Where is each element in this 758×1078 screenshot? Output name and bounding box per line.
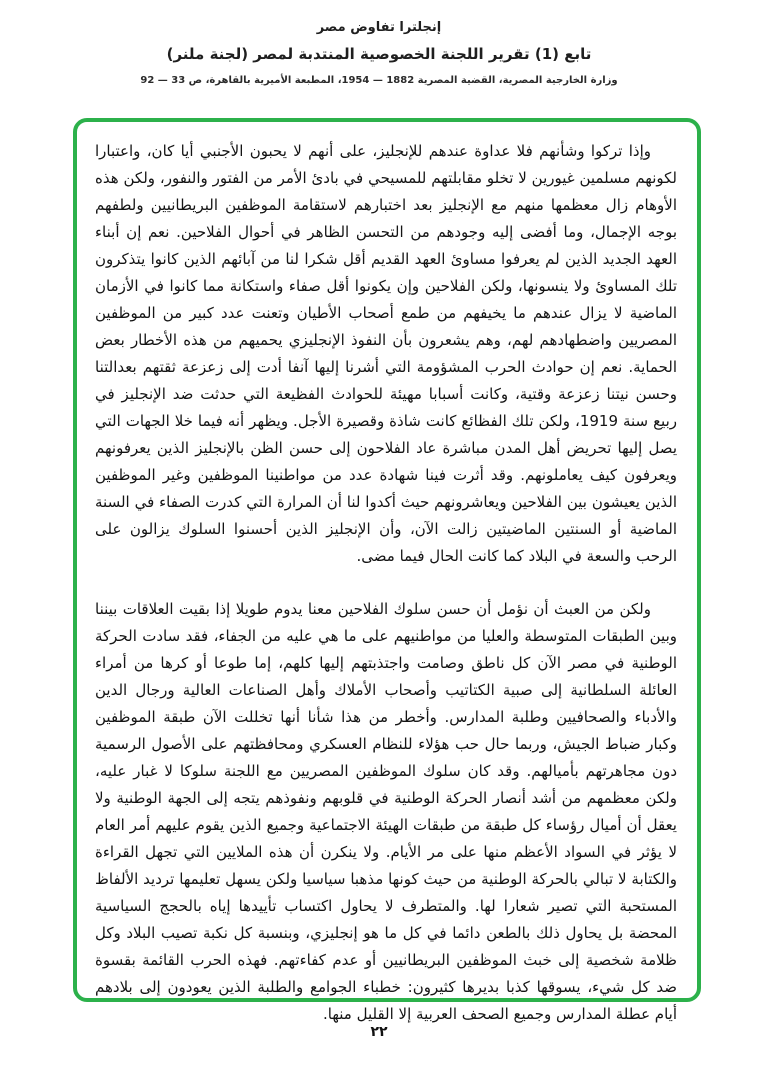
text-frame bbox=[73, 118, 701, 1023]
page-subtitle: تابع (1) تقرير اللجنة الخصوصية المنتدبة لمصر (لجنة ملنر) bbox=[166, 45, 592, 63]
body-text bbox=[95, 138, 677, 1028]
source-citation: وزارة الخارجية المصرية، القضية المصرية 1882 — 1954، المطبعة الأميرية بالقاهرة، ص 33 — 92 bbox=[140, 75, 618, 86]
document-header bbox=[0, 0, 758, 86]
body-paragraph-2: ولكن من العبث أن نؤمل أن حسن سلوك الفلاحين معنا يدوم طويلا إذا بقيت العلاقات بيننا وبين الطبقات المتوسطة والعليا من مواطنيهم على ما هي عليه من الجفاء، فقد سادت الحركة الوطنية في مصر الآن كل ناطق وصامت واجتذبتهم إليها كلهم، إما طوعا أو كرها من أمراء العائلة السلطانية إلى صبية الكتاتيب وأصحاب الأملاك وأهل الصناعات العالية ورجال الدين والأدباء والصحافيين وطلبة المدارس. وأخطر من هذا شأنا أنها تخللت الآن طبقة الموظفين وكبار ضباط الجيش، وربما حال حب هؤلاء للنظام العسكري ومحافظتهم على الأصول الرسمية دون مجاهرتهم بأميالهم. وقد كان سلوك الموظفين المصريين مع اللجنة سلوكا لا غبار عليه، ولكن معظمهم من أشد أنصار الحركة الوطنية في قلوبهم ونفوذهم يتجه إلى الجهة الوطنية ولا يعقل أن أميال رؤساء كل طبقة من طبقات الهيئة الاجتماعية وجميع الذين يقوم عليهم أمر العام لا يؤثر في السواد الأعظم منها على مر الأيام. ولا ينكرن أن هذه الملايين التي تجهل القراءة والكتابة لا تبالي بالحركة الوطنية من حيث كونها مذهبا سياسيا ولكن يسهل تعليمها ترديد الألفاظ المستحبة التي تصير شعارا لها. والمتطرف لا يحاول اكتساب تأييدها إياه بالحجج السياسية المحضة بل يحاول ذلك بالطعن دائما في كل ما هو إنجليزي، وبنسبة كل نكبة تصيب البلاد وكل ظلامة شخصية إلى خبث الموظفين البريطانيين أو عدم كفاءتهم. فهذه الحرب القائمة بقسوة ضد كل شيء، يسوقها كذبا بديرها كثيرون: خطباء الجوامع والطلبة الذين يعودون إلى بلادهم أيام عطلة المدارس وجميع الصحف العربية إلا القليل منها. bbox=[95, 600, 677, 1023]
page-title: إنجلترا تفاوض مصر bbox=[316, 20, 442, 35]
page-number: ٢٢ bbox=[370, 1024, 388, 1040]
body-paragraph-1: وإذا تركوا وشأنهم فلا عداوة عندهم للإنجليز، على أنهم لا يحبون الأجنبي أيا كان، واعتبارا لكونهم مسلمين غيورين لا تخلو مقابلتهم للمسيحي في بادئ الأمر من الفتور والنفور، ولكن هذه الأوهام زال معظمها منهم مع الإنجليز بعد اختبارهم لاستقامة الموظفين البريطانيين ولطفهم بوجه الإجمال، وما أفضى إليه وجودهم من التحسن الظاهر في أحوال الفلاحين. نعم إن أبناء العهد الجديد الذين لم يعرفوا مساوئ العهد القديم أقل شكرا لنا من آبائهم الذين كانوا يتذكرون تلك المساوئ ولا ينسونها، ولكن الفلاحين وإن يكونوا أقل صفاء واستكانة مما كانوا في الأزمان الماضية لا يزال عندهم ما يخيفهم من طمع أصحاب الأطيان وتعنت عدد كبير من الموظفين المصريين واضطهادهم لهم، وهم يشعرون بأن النفوذ الإنجليزي يحميهم من هذه الأخطار بعض الحماية. نعم إن حوادث الحرب المشؤومة التي أشرنا إليها آنفا أدت إلى زعزعة ثقتهم بعدالتنا وحسن نيتنا زعزعة وقتية، وكانت أسبابا مهيئة للحوادث الفظيعة التي حدثت ضد الإنجليز في ربيع سنة 1919، ولكن تلك الفظائع كانت شاذة وقصيرة الأجل. ويظهر أنه فيما خلا الجهات التي يصل إليها تحريض أهل المدن مباشرة عاد الفلاحون إلى حسن الظن بالإنجليز الذين يعرفونهم ويعرفون كيف يعاملونهم. وقد أثرت فينا شهادة عدد من مواطنينا الموظفين وغير الموظفين الذين يعيشون بين الفلاحين ويعاشرونهم حيث أكدوا لنا أن المرارة التي كدرت الصفاء في السنة الماضية أو السنتين الماضيتين زالت الآن، وأن الإنجليز الذين أحسنوا السلوك يزالون على الرحب والسعة في البلاد كما كانت الحال فيما مضى. bbox=[95, 142, 677, 565]
document-footer bbox=[0, 1024, 758, 1040]
